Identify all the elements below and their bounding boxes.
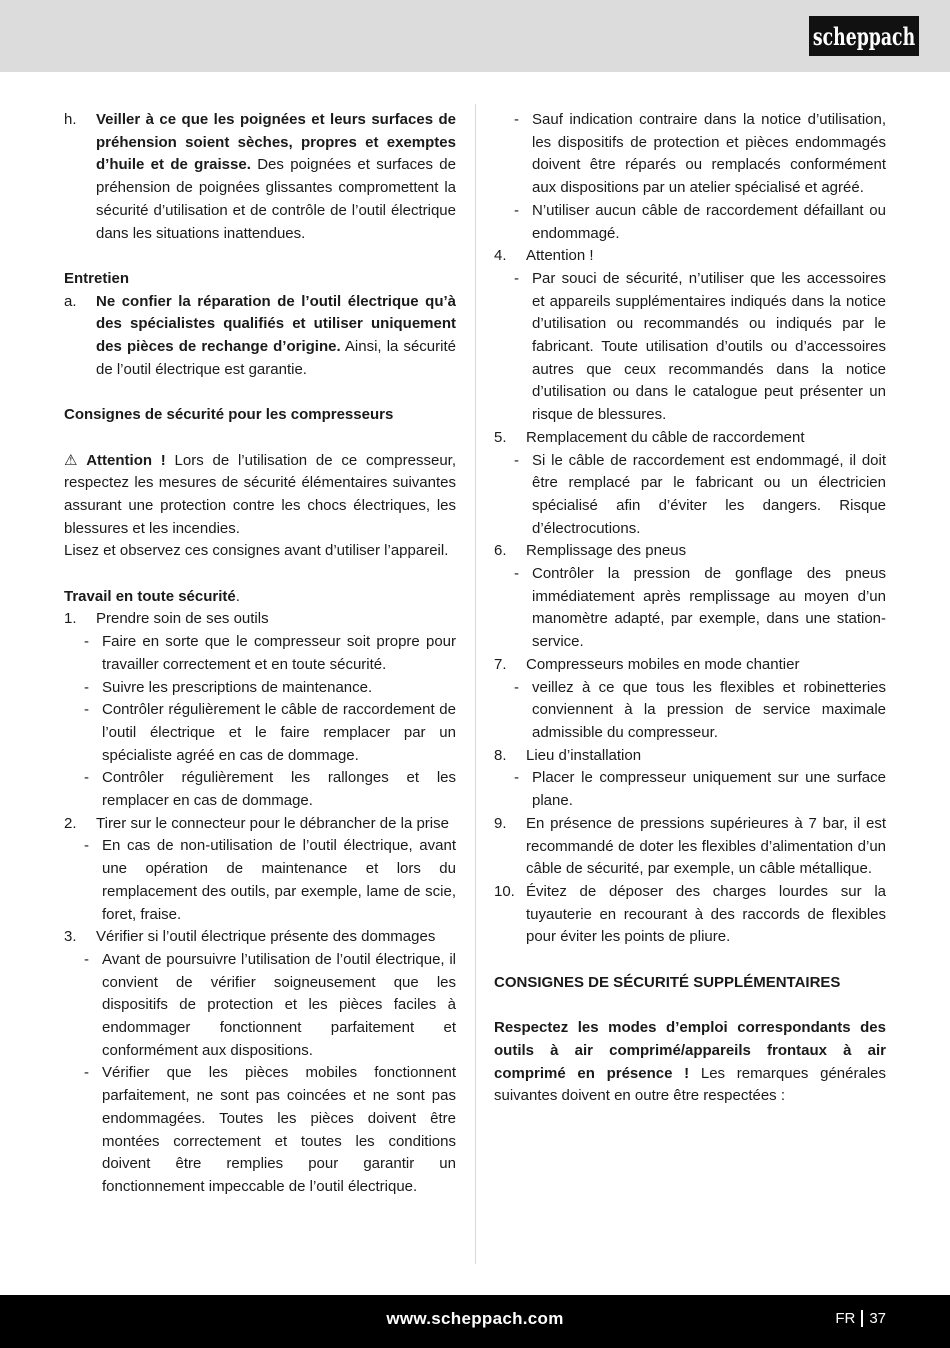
list-number: 2.	[64, 814, 77, 832]
numbered-item-2	[64, 813, 456, 836]
dash-item-text: veillez à ce que tous les flexibles et robinetteries conviennent à la pression de service maximale admissible du compresseur.	[532, 678, 886, 741]
dash-item	[494, 109, 886, 200]
dash-item	[64, 631, 456, 676]
dash-item	[494, 677, 886, 745]
dash-marker: -	[514, 201, 519, 219]
dash-item-text: Par souci de sécurité, n’utiliser que les accessoires et appareils supplémentaires indiqués dans la notice d’utilisation ou recommandés ou indiqués par le fabricant. Toute utilisation d’outils ou d’accessoires autres que ceux recommandés dans la notice d’utilisation ou dans le catalogue peut présenter un risque de blessures.	[532, 269, 886, 424]
list-marker: h.	[64, 111, 77, 128]
dash-marker: -	[514, 451, 519, 469]
numbered-item-7	[494, 654, 886, 677]
list-item-text: Lieu d’installation	[526, 746, 642, 764]
list-number: 1.	[64, 610, 77, 628]
dash-marker: -	[84, 701, 89, 719]
supplementary-paragraph	[494, 1017, 886, 1108]
brand-logo	[809, 16, 919, 56]
dash-item-text: En cas de non-utilisation de l’outil électrique, avant une opération de maintenance et lors du remplacement des outils, par exemple, lame de scie, foret, fraise.	[102, 837, 456, 923]
bold-text: Travail en toute sécurité	[64, 587, 236, 605]
dash-marker: -	[84, 837, 89, 855]
page-number: 37	[869, 1310, 886, 1327]
list-item-text: Compresseurs mobiles en mode chantier	[526, 655, 800, 673]
dash-item-text: Si le câble de raccordement est endommagé, il doit être remplacé par le fabricant ou un électricien spécialisé afin d’éviter les dangers. Risque d’électrocutions.	[532, 451, 886, 537]
dash-marker: -	[84, 769, 89, 787]
dash-item-text: Placer le compresseur uniquement sur une surface plane.	[532, 769, 886, 810]
list-item-text: Remplacement du câble de raccordement	[526, 428, 805, 446]
list-item-h	[64, 109, 456, 245]
list-item-a	[64, 291, 456, 382]
list-item-text: En présence de pressions supérieures à 7 bar, il est recommandé de doter les flexibles d’alimentation d’un câble de sécurité, par exemple, un câble métallique.	[526, 814, 886, 878]
dash-marker: -	[84, 950, 89, 968]
numbered-item-4	[494, 245, 886, 268]
numbered-item-6	[494, 540, 886, 563]
dash-item-text: Contrôler la pression de gonflage des pneus immédiatement après remplissage au moyen d’un manomètre adapté, par exemple, dans une station-service.	[532, 565, 886, 651]
section-title-entretien: Entretien	[64, 269, 130, 287]
dash-item-text: Sauf indication contraire dans la notice d’utilisation, les dispositifs de protection et pièces endommagés doivent être réparés ou remplacés conformément aux dispositions par un atelier spécialisé et agréé.	[532, 111, 886, 197]
section-title-compressors: Consignes de sécurité pour les compresseurs	[64, 406, 394, 424]
dash-item	[494, 200, 886, 245]
numbered-item-5	[494, 427, 886, 450]
dash-item	[494, 563, 886, 654]
left-column	[64, 109, 456, 1199]
list-item-text: Tirer sur le connecteur pour le débrancher de la prise	[96, 814, 449, 832]
dash-item	[64, 699, 456, 767]
body-text: Ainsi, la sécurité de l’outil électrique est garantie.	[96, 338, 456, 378]
dash-item	[64, 835, 456, 926]
body-text: Les remarques générales suivantes doivent en outre être respectées :	[494, 1064, 886, 1105]
dash-item	[64, 949, 456, 1063]
body-text: Lors de l’utilisation de ce compresseur, respectez les mesures de sécurité élémentaires suivantes assurant une protection contre les chocs électriques, les blessures et les incendies.	[64, 451, 456, 537]
dash-marker: -	[514, 678, 519, 696]
dash-item-text: Contrôler régulièrement les rallonges et les remplacer en cas de dommage.	[102, 769, 456, 810]
warning-icon: ⚠	[64, 451, 78, 469]
read-instructions: Lisez et observez ces consignes avant d’utiliser l’appareil.	[64, 542, 449, 560]
numbered-item-10	[494, 881, 886, 949]
list-item-text: Remplissage des pneus	[526, 542, 687, 560]
list-number: 6.	[494, 542, 507, 560]
dash-item	[64, 767, 456, 812]
dash-marker: -	[514, 565, 519, 583]
list-item-text: Évitez de déposer des charges lourdes sur la tuyauterie en recourant à des raccords de flexibles pour éviter les points de pliure.	[526, 882, 886, 946]
numbered-item-1	[64, 608, 456, 631]
list-item-text: Attention !	[526, 247, 594, 265]
dash-marker: -	[514, 269, 519, 287]
list-marker: a.	[64, 292, 77, 310]
list-number: 8.	[494, 746, 507, 764]
dash-marker: -	[84, 1064, 89, 1082]
dash-marker: -	[84, 678, 89, 696]
dash-item-text: Contrôler régulièrement le câble de raccordement de l’outil électrique et le faire remplacer par un spécialiste agréé en cas de dommage.	[102, 701, 456, 764]
list-item-text	[96, 291, 456, 382]
dash-item-text: Suivre les prescriptions de maintenance.	[102, 678, 373, 696]
dash-item-text: Vérifier que les pièces mobiles fonctionnent parfaitement, ne sont pas coincées et ne sont pas endommagées. Toutes les pièces doivent être montées correctement et toutes les conditions doivent être remplies pour garantir un fonctionnement impeccable de l’outil électrique.	[102, 1064, 456, 1195]
dash-item	[64, 677, 456, 700]
dash-item	[494, 767, 886, 812]
numbered-item-3	[64, 926, 456, 949]
bold-text: Veiller à ce que les poignées et leurs surfaces de préhension soient sèches, propres et exemptes d’huile et de graisse.	[96, 111, 456, 174]
dash-item-text: Avant de poursuivre l’utilisation de l’outil électrique, il convient de vérifier soigneusement que les dispositifs de protection et les pièces faciles à endommager fonctionnent parfaitement et conformément aux dispositions.	[102, 950, 456, 1059]
list-number: 7.	[494, 655, 507, 673]
right-column	[494, 109, 886, 1108]
dash-item	[494, 268, 886, 427]
list-number: 10.	[494, 882, 515, 900]
dash-item	[494, 450, 886, 541]
section-title-supplementary: CONSIGNES DE SÉCURITÉ SUPPLÉMENTAIRES	[494, 973, 841, 991]
dash-marker: -	[514, 769, 519, 787]
dash-marker: -	[514, 111, 519, 128]
bold-text: Respectez les modes d’emploi correspondants des outils à air comprimé/appareils frontaux à air comprimé en présence !	[494, 1019, 886, 1082]
numbered-item-8	[494, 745, 886, 768]
section-title-travail	[64, 586, 456, 609]
dash-item	[64, 1062, 456, 1198]
language-code: FR	[835, 1310, 856, 1327]
page-indicator	[835, 1310, 886, 1327]
numbered-item-9	[494, 813, 886, 881]
footer-url[interactable]: www.scheppach.com	[386, 1309, 564, 1328]
bold-text: Ne confier la réparation de l’outil électrique qu’à des spécialistes qualifiés et utiliser uniquement des pièces de rechange d’origine.	[96, 292, 456, 356]
list-item-text: Prendre soin de ses outils	[96, 610, 269, 628]
list-number: 4.	[494, 247, 507, 265]
attention-label: Attention !	[86, 451, 166, 469]
dash-item-text: N’utiliser aucun câble de raccordement défaillant ou endommagé.	[532, 201, 886, 242]
list-item-text: Vérifier si l’outil électrique présente des dommages	[96, 928, 436, 946]
header-band	[0, 0, 950, 72]
list-number: 5.	[494, 428, 507, 446]
list-number: 9.	[494, 814, 507, 832]
list-number: 3.	[64, 928, 77, 946]
list-item-text	[96, 109, 456, 245]
brand-logo-text: scheppach	[812, 21, 916, 51]
page-separator	[861, 1310, 863, 1327]
dash-marker: -	[84, 633, 89, 651]
attention-paragraph	[64, 450, 456, 541]
body-text: Des poignées et surfaces de préhension de poignées glissantes compromettent la sécurité d’utilisation et de contrôle de l’outil électrique dans les situations inattendues.	[96, 156, 456, 242]
dash-item-text: Faire en sorte que le compresseur soit propre pour travailler correctement et en toute sécurité.	[102, 633, 456, 673]
column-divider	[475, 104, 476, 1264]
body-text: .	[235, 587, 240, 605]
